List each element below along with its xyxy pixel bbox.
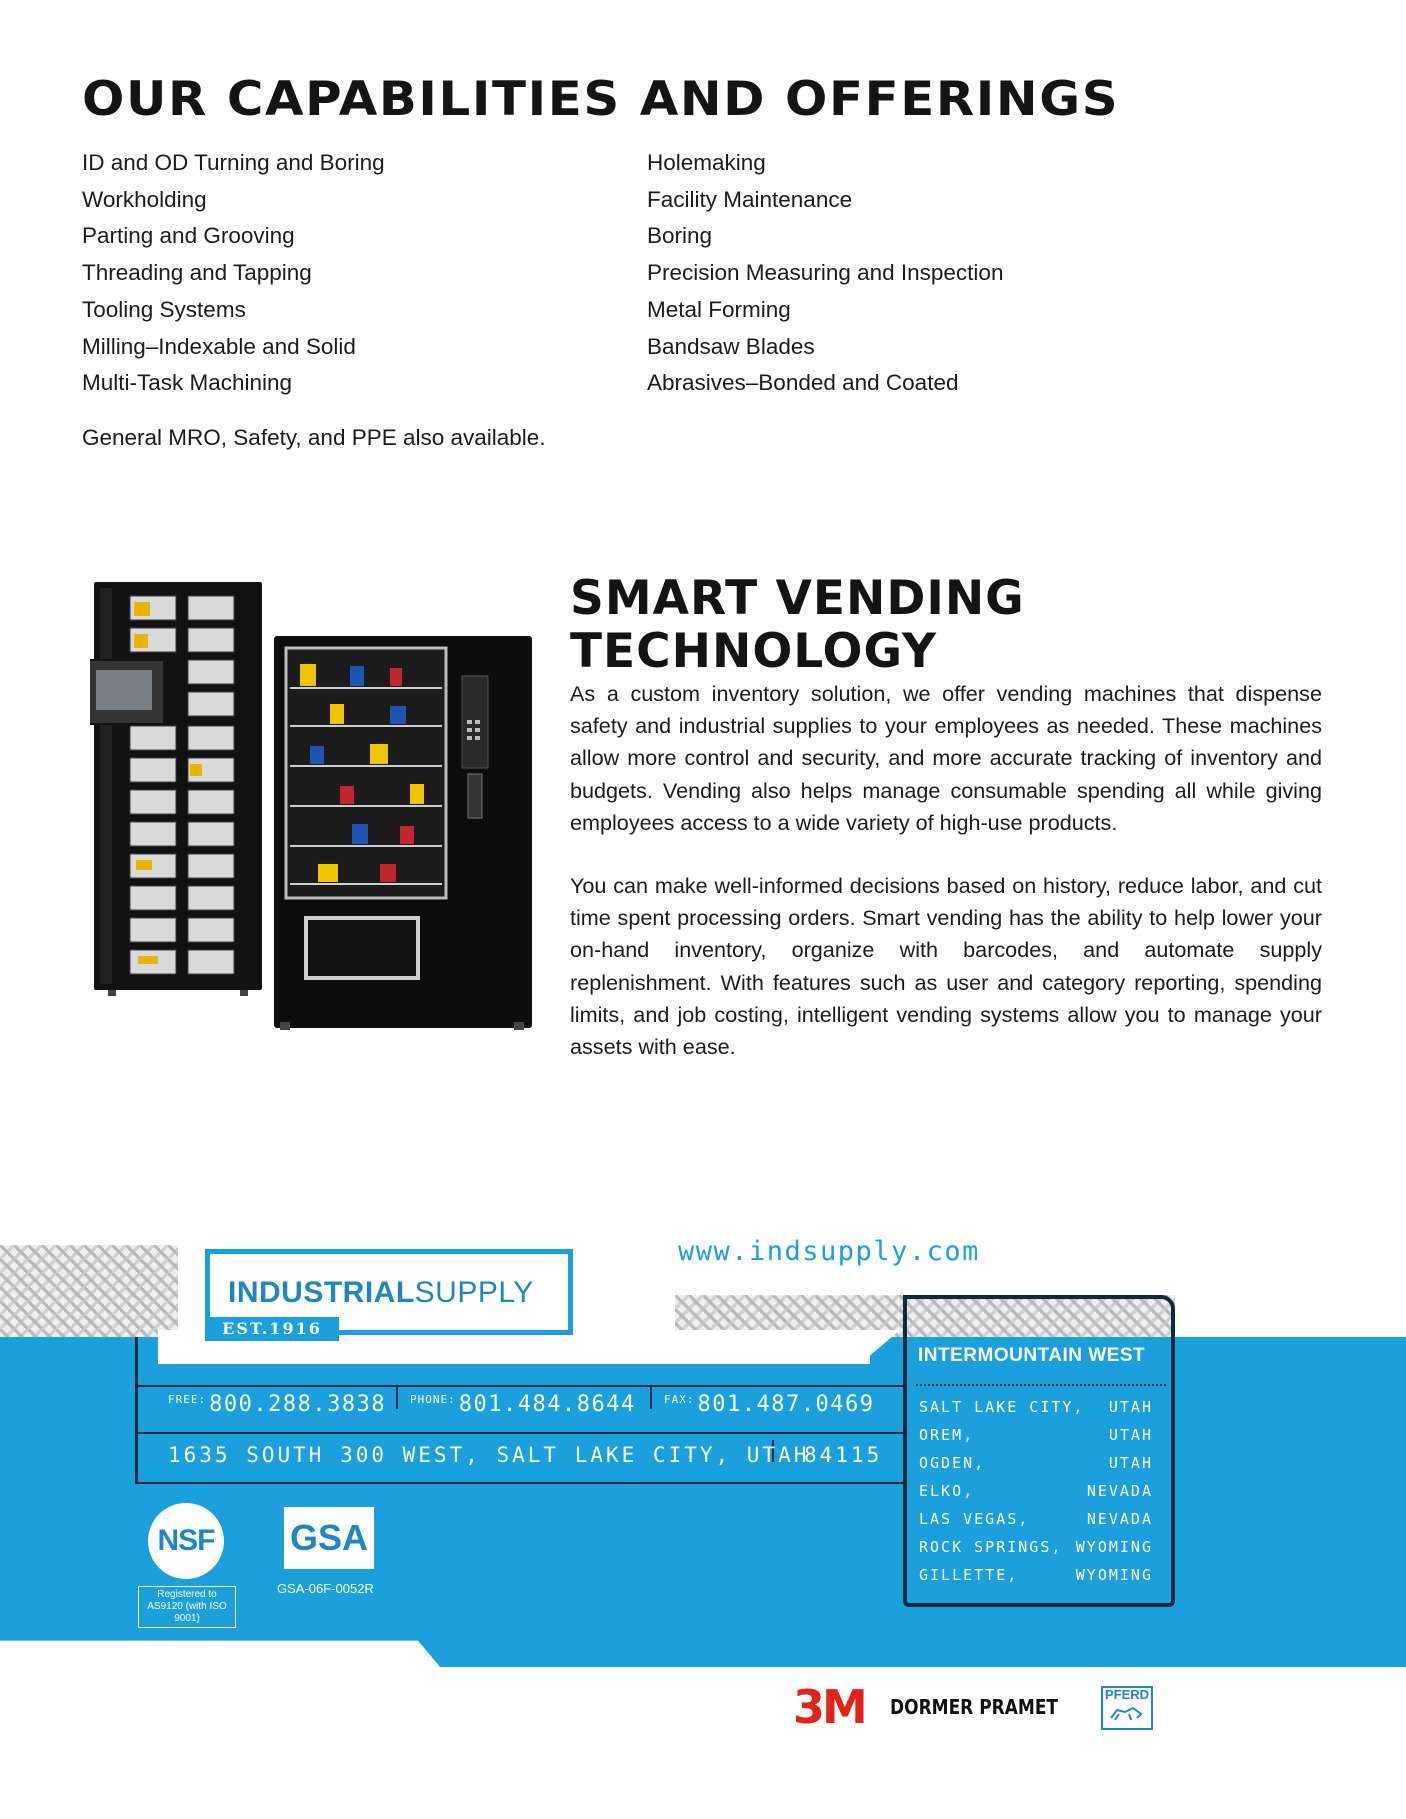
list-item: LAS VEGAS, NEVADA bbox=[919, 1510, 1153, 1528]
fax: $^{FAX:}$ 801.487.0469 bbox=[664, 1392, 875, 1417]
vending-machines-image bbox=[90, 578, 540, 1038]
gsa-logo: GSA bbox=[284, 1507, 374, 1569]
list-item: ELKO, NEVADA bbox=[919, 1482, 1153, 1500]
website-link[interactable]: www.indsupply.com bbox=[678, 1236, 980, 1267]
list-item: Parting and Grooving bbox=[82, 223, 295, 249]
list-item: Workholding bbox=[82, 186, 207, 212]
pferd-logo-text: PFERD bbox=[1104, 1687, 1150, 1702]
vending-title-line1: SMART VENDING bbox=[570, 571, 1025, 626]
vending-title-line2: TECHNOLOGY bbox=[570, 624, 938, 679]
region-title: INTERMOUNTAIN WEST bbox=[918, 1345, 1146, 1366]
free-phone[interactable]: $^{FREE:}$ 800.288.3838 bbox=[168, 1392, 387, 1417]
phone[interactable]: $^{PHONE:}$ 801.484.8644 bbox=[410, 1392, 636, 1417]
zip-code: 84115 bbox=[804, 1443, 883, 1467]
gsa-contract-number: GSA-06F-0052R bbox=[277, 1581, 374, 1596]
diamond-plate-pattern bbox=[0, 1245, 178, 1337]
pferd-logo bbox=[1101, 1686, 1153, 1730]
list-item: SALT LAKE CITY, UTAH bbox=[919, 1398, 1153, 1416]
locations-list bbox=[919, 1393, 1153, 1589]
street-address: 1635 SOUTH 300 WEST, SALT LAKE CITY, UTAH bbox=[168, 1443, 810, 1467]
list-item: Holemaking bbox=[647, 150, 766, 175]
contact-frame-left bbox=[135, 1337, 138, 1484]
logo-established: EST.1916 bbox=[205, 1317, 339, 1341]
list-item: GILLETTE, WYOMING bbox=[919, 1566, 1153, 1584]
nsf-logo: NSF bbox=[148, 1503, 224, 1579]
contact-separator bbox=[650, 1387, 652, 1409]
list-item: Tooling Systems bbox=[82, 296, 246, 322]
dotted-divider bbox=[916, 1384, 1166, 1386]
vending-paragraph-2: You can make well-informed decisions based on history, reduce labor, and cut time spent processing orders. Smart vending has the ability to help lower your on-hand inventory, organize with barcodes, and automate supply replenishment. With features such as user and category reporting, spending limits, and job costing, intelligent vending systems allow you to manage your assets with ease. bbox=[570, 873, 1322, 1060]
dormer-pramet-logo: DORMER PRAMET bbox=[890, 1695, 1059, 1719]
horse-icon bbox=[1107, 1702, 1147, 1722]
nsf-registration-note: Registered to AS9120 (with ISO 9001) bbox=[138, 1586, 236, 1628]
capabilities-list-left bbox=[82, 145, 385, 402]
contact-divider-top bbox=[135, 1385, 903, 1387]
list-item: ROCK SPRINGS, WYOMING bbox=[919, 1538, 1153, 1556]
list-item: Multi-Task Machining bbox=[82, 370, 293, 396]
contact-separator bbox=[396, 1387, 398, 1409]
vending-title bbox=[570, 572, 1170, 678]
logo-text: INDUSTRIALSUPPLY bbox=[228, 1276, 534, 1309]
list-item: Bandsaw Blades bbox=[647, 333, 815, 359]
contact-divider-bottom bbox=[135, 1482, 903, 1484]
capabilities-list-right bbox=[647, 145, 1003, 402]
contact-divider-middle bbox=[135, 1432, 903, 1434]
list-item: OGDEN, UTAH bbox=[919, 1454, 1153, 1472]
list-item: Facility Maintenance bbox=[647, 186, 853, 212]
list-item: OREM, UTAH bbox=[919, 1426, 1153, 1444]
list-item: Boring bbox=[647, 223, 713, 249]
capabilities-title: OUR CAPABILITIES AND OFFERINGS bbox=[82, 72, 1120, 127]
vending-paragraph-1: As a custom inventory solution, we offer vending machines that dispense safety and industrial supplies to your employees as needed. These machines allow more control and security, and more accurate tracking of inventory and budgets. Vending also helps manage consumable spending all while giving employees access to a wide variety of high-use products. bbox=[570, 681, 1322, 835]
3m-logo: 3M bbox=[793, 1680, 865, 1734]
list-item: Milling–Indexable and Solid bbox=[82, 333, 356, 359]
capabilities-note: General MRO, Safety, and PPE also available. bbox=[82, 425, 546, 450]
list-item: ID and OD Turning and Boring bbox=[82, 150, 385, 175]
list-item: Threading and Tapping bbox=[82, 260, 312, 286]
list-item: Metal Forming bbox=[647, 296, 791, 322]
list-item: Abrasives–Bonded and Coated bbox=[647, 370, 959, 396]
list-item: Precision Measuring and Inspection bbox=[647, 260, 1004, 286]
